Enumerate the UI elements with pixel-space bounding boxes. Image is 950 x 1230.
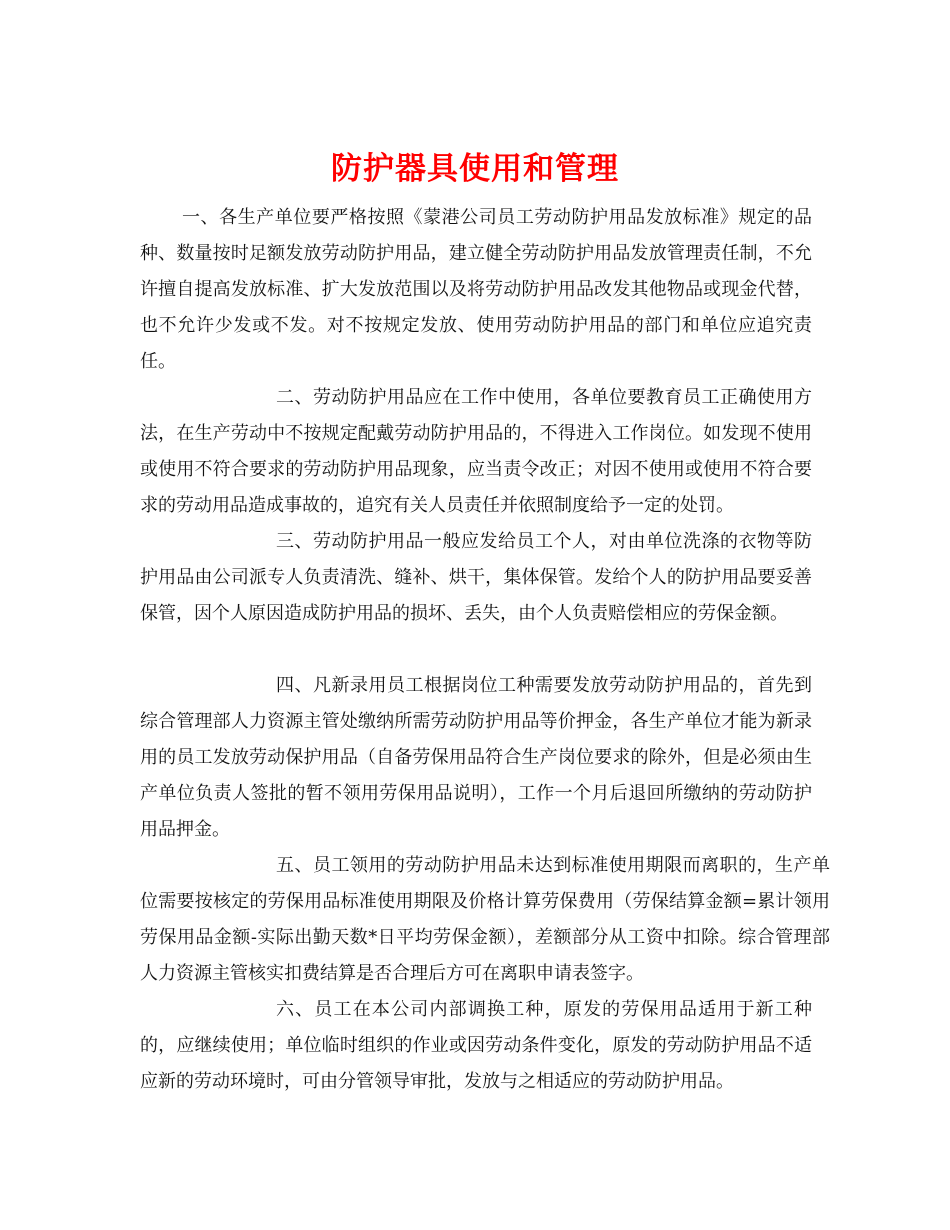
paragraph-5: 五、员工领用的劳动防护用品未达到标准使用期限而离职的，生产单位需要按核定的劳保用品标准使用期限及价格计算劳保费用（劳保结算金额=累计领用劳保用品金额-实际出勤天数*日平均劳保金额），差额部分从工资中扣除。综合管理部人力资源主管核实扣费结算是否合理后方可在离职申请表签字。 xyxy=(140,855,830,984)
paragraph-3: 三、劳动防护用品一般应发给员工个人，对由单位洗涤的衣物等防护用品由公司派专人负责清洗、缝补、烘干，集体保管。发给个人的防护用品要妥善保管，因个人原因造成防护用品的损坏、丢失，由个人负责赔偿相应的劳保金额。 xyxy=(140,531,812,624)
paragraph-1: 一、各生产单位要严格按照《蒙港公司员工劳动防护用品发放标准》规定的品种、数量按时足额发放劳动防护用品，建立健全劳动防护用品发放管理责任制，不允许擅自提高发放标准、扩大发放范围以及将劳动防护用品改发其他物品或现金代替，也不允许少发或不发。对不按规定发放、使用劳动防护用品的部门和单位应追究责任。 xyxy=(140,207,812,372)
paragraph-4: 四、凡新录用员工根据岗位工种需要发放劳动防护用品的，首先到综合管理部人力资源主管处缴纳所需劳动防护用品等价押金，各生产单位才能为新录用的员工发放劳动保护用品（自备劳保用品符合生产岗位要求的除外，但是必须由生产单位负责人签批的暂不领用劳保用品说明），工作一个月后退回所缴纳的劳动防护用品押金。 xyxy=(140,675,812,840)
paragraph-6: 六、员工在本公司内部调换工种，原发的劳保用品适用于新工种的，应继续使用；单位临时组织的作业或因劳动条件变化，原发的劳动防护用品不适应新的劳动环境时，可由分管领导审批，发放与之相适应的劳动防护用品。 xyxy=(140,999,812,1092)
paragraph-2: 二、劳动防护用品应在工作中使用，各单位要教育员工正确使用方法，在生产劳动中不按规定配戴劳动防护用品的，不得进入工作岗位。如发现不使用或使用不符合要求的劳动防护用品现象，应当责令改正；对因不使用或使用不符合要求的劳动用品造成事故的，追究有关人员责任并依照制度给予一定的处罚。 xyxy=(140,387,812,516)
page-title: 防护器具使用和管理 xyxy=(331,150,619,187)
